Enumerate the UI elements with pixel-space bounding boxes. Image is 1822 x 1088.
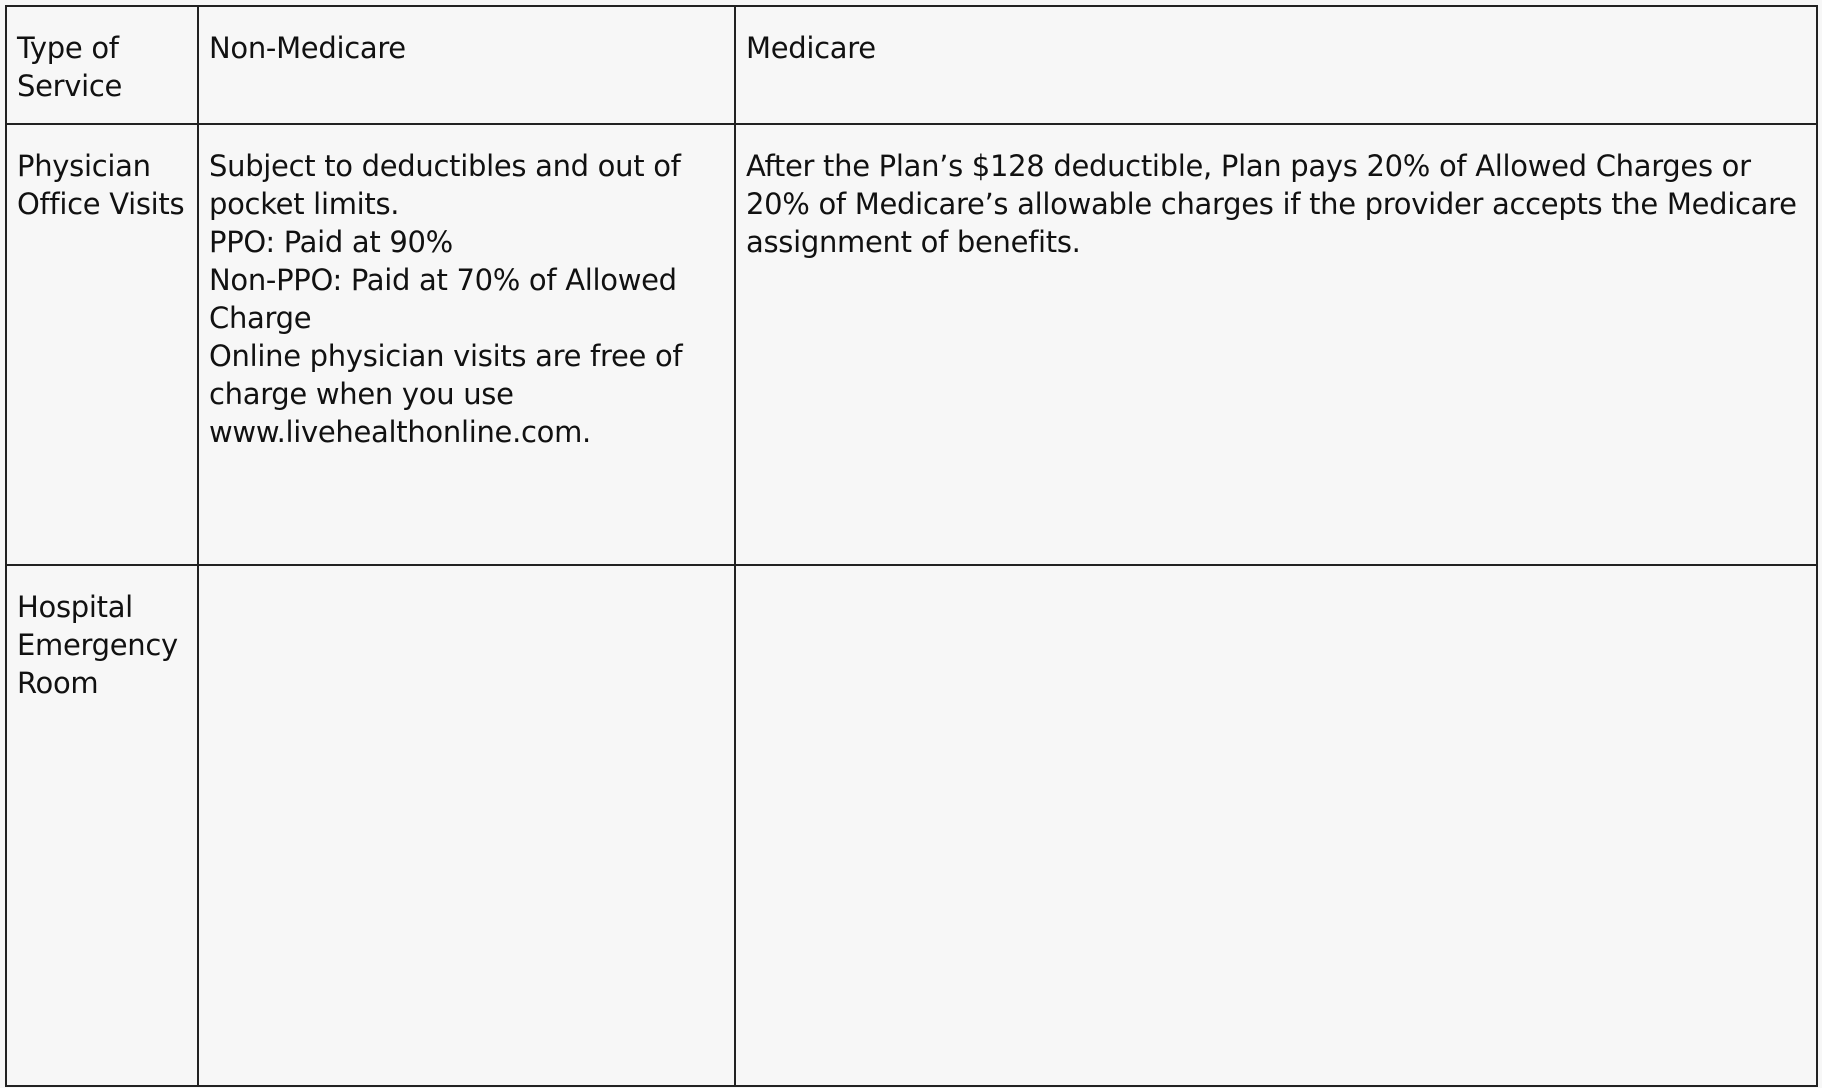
medicare-cell: After the Plan’s $128 deductible, Plan pays 20% of Allowed Charges or 20% of Medicare’s allowable charges if the provider accepts the Medicare assignment of benefits. — [735, 124, 1817, 565]
medicare-cell — [735, 565, 1817, 1086]
service-type-cell: Hospital Emergency Room — [6, 565, 198, 1086]
service-type-cell: Physician Office Visits — [6, 124, 198, 565]
header-type-of-service: Type of Service — [6, 6, 198, 124]
benefits-table — [5, 5, 1818, 1087]
non-medicare-text: Online physician visits are free of charge when you use www.livehealthonline.com. — [209, 339, 683, 449]
table-header-row — [6, 6, 1817, 124]
table-row — [6, 565, 1817, 1086]
non-medicare-text: Non-PPO: Paid at 70% of Allowed Charge — [209, 263, 677, 335]
header-medicare: Medicare — [735, 6, 1817, 124]
non-medicare-cell — [198, 124, 735, 565]
header-non-medicare: Non-Medicare — [198, 6, 735, 124]
non-medicare-text: PPO: Paid at 90% — [209, 225, 453, 259]
table-row — [6, 124, 1817, 565]
non-medicare-cell — [198, 565, 735, 1086]
non-medicare-text: Subject to deductibles and out of pocket limits. — [209, 149, 681, 221]
